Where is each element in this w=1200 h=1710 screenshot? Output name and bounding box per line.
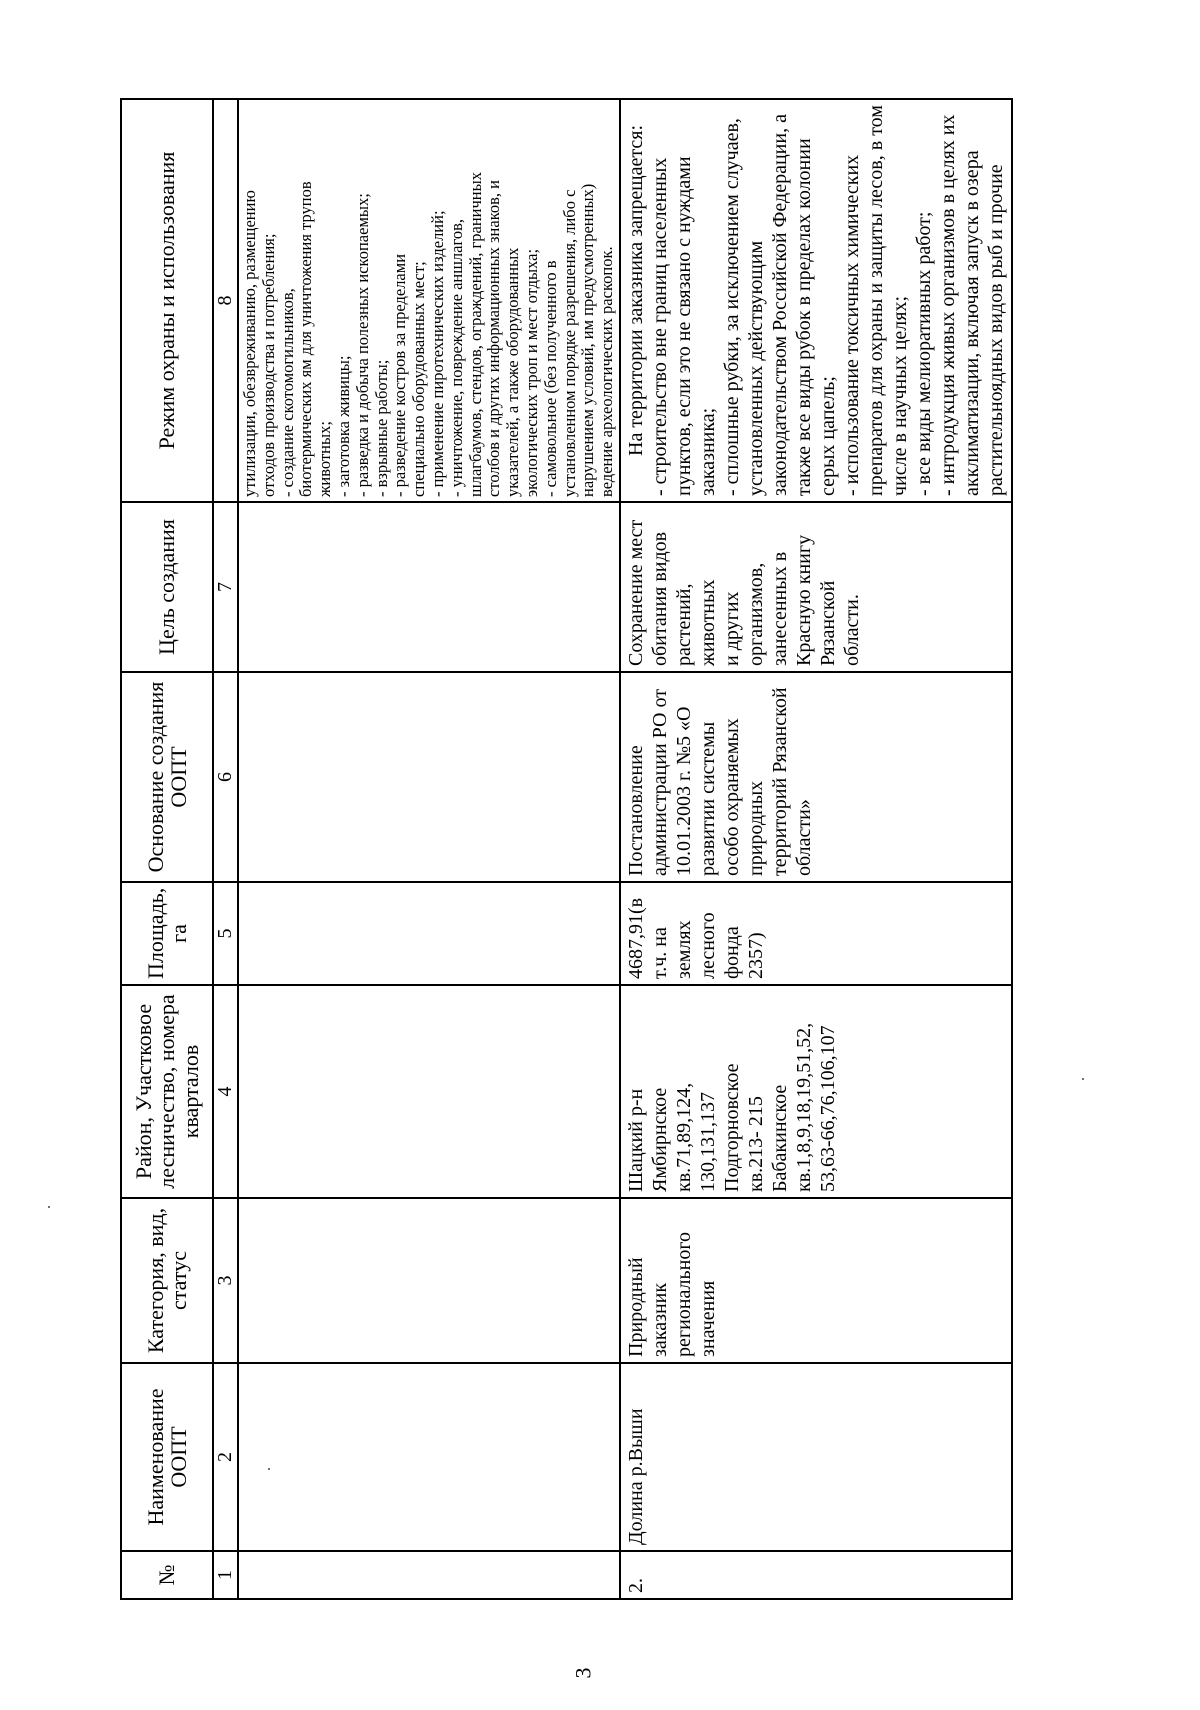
col-number: 1 bbox=[213, 1551, 238, 1599]
area-line: лесного bbox=[696, 912, 719, 979]
header-area: Площадь, га bbox=[121, 882, 213, 985]
table-row-2 bbox=[620, 99, 1012, 1599]
col-number: 4 bbox=[213, 985, 238, 1198]
regime-line: - сплошные рубки, за исключением случаев, bbox=[720, 118, 743, 496]
area-line: 4687,91(в bbox=[624, 897, 647, 979]
basis-line: Постановление bbox=[624, 745, 647, 876]
district-line: 53,63-66,76,106,107 bbox=[816, 1025, 839, 1192]
regime-line: также все виды рубок в пределах колонии bbox=[792, 138, 815, 496]
district-line: Подгорновское bbox=[720, 1063, 743, 1192]
basis-line: особо охраняемых bbox=[720, 718, 743, 876]
col-number: 2 bbox=[213, 1363, 238, 1551]
regime-line: растительноядных видов рыб и прочие bbox=[984, 164, 1007, 496]
regime-line: специально оборудованных мест; bbox=[409, 261, 429, 497]
purpose-line: Сохранение мест bbox=[624, 519, 647, 666]
district-line: кв.71,89,124, bbox=[672, 1082, 695, 1192]
rotated-table-sheet bbox=[120, 100, 1007, 1600]
regime-line: - применение пиротехнических изделий; bbox=[427, 210, 447, 497]
header-row bbox=[121, 99, 213, 1599]
regime-line: - разведение костров за пределами bbox=[390, 253, 410, 497]
regime-line: экологических троп и мест отдыха; bbox=[521, 248, 541, 497]
regime-line: - интродукция живых организмов в целях их bbox=[936, 114, 959, 496]
continuation-regime-cell bbox=[238, 99, 620, 502]
regime-line: биотермических ям для уничтожения трупов bbox=[296, 181, 316, 497]
district-line: Бабакинское bbox=[768, 1084, 791, 1192]
regime-line: - заготовка живицы; bbox=[333, 355, 353, 497]
district-line: Ямбирнское bbox=[648, 1087, 671, 1192]
regime-line: установленных действующим bbox=[744, 240, 767, 496]
regime-line: ведение археологических раскопок. bbox=[597, 246, 617, 497]
purpose-line: организмов, bbox=[744, 562, 767, 666]
oopt-basis bbox=[620, 672, 1012, 882]
col-number: 5 bbox=[213, 882, 238, 985]
regime-line: - все виды мелиоративных работ; bbox=[912, 211, 935, 496]
regime-line: нарушением условий, им предусмотренных) bbox=[578, 183, 598, 497]
column-number-row bbox=[213, 99, 238, 1599]
col-number: 8 bbox=[213, 99, 238, 502]
regime-line: - самовольное (без полученного в bbox=[540, 260, 560, 497]
regime-line: - взрывные работы; bbox=[371, 359, 391, 497]
scan-speck bbox=[48, 1206, 50, 1208]
scan-speck bbox=[268, 1468, 270, 1470]
oopt-district bbox=[620, 985, 1012, 1198]
purpose-line: обитания видов bbox=[648, 531, 671, 666]
basis-line: области» bbox=[792, 799, 815, 876]
header-regime: Режим охраны и использования bbox=[121, 99, 213, 502]
basis-line: природных bbox=[744, 780, 767, 876]
continuation-row bbox=[238, 99, 620, 1599]
district-line: 130,131,137 bbox=[696, 1092, 719, 1192]
scan-speck bbox=[1082, 1078, 1084, 1080]
regime-line: утилизации, обезвреживанию, размещению bbox=[240, 190, 259, 497]
district-line: кв.213- 215 bbox=[744, 1096, 767, 1192]
basis-line: территорий Рязанской bbox=[768, 687, 791, 876]
header-purpose: Цель создания bbox=[121, 502, 213, 672]
regime-line: - использование токсичных химических bbox=[840, 154, 863, 496]
header-district: Район, Участковое лесничество, номера кварталов bbox=[121, 985, 213, 1198]
district-line: кв.1,8,9,18,19,51,52, bbox=[792, 1022, 815, 1192]
header-basis: Основание создания ООПТ bbox=[121, 672, 213, 882]
regime-line: законодательством Российской Федерации, а bbox=[768, 114, 791, 496]
regime-line: - строительство вне границ населенных bbox=[648, 157, 671, 496]
regime-line: столбов и других информационных знаков, и bbox=[484, 179, 504, 497]
regime-line: На территории заказника запрещается: bbox=[624, 124, 647, 456]
regime-line: шлагбаумов, стендов, ограждений, граничных bbox=[465, 172, 485, 497]
row-number: 2. bbox=[620, 1551, 1012, 1599]
regime-line: серых цапель; bbox=[816, 376, 839, 496]
col-number: 7 bbox=[213, 502, 238, 672]
purpose-line: и других bbox=[720, 591, 743, 666]
regime-line: отходов производства и потребления; bbox=[258, 233, 278, 497]
area-line: т.ч. на bbox=[648, 927, 671, 979]
purpose-line: Красную книгу bbox=[792, 534, 815, 666]
regime-line: указателей, а также оборудованных bbox=[503, 247, 523, 497]
regime-line: - создание скотомогильников, bbox=[277, 288, 297, 497]
regime-line: - уничтожение, повреждение аншлагов, bbox=[446, 218, 466, 497]
oopt-name: Долина р.Выши bbox=[620, 1363, 1012, 1551]
regime-line: заказника; bbox=[696, 407, 719, 496]
district-line: Шацкий р-н bbox=[624, 1088, 647, 1192]
oopt-purpose bbox=[620, 502, 1012, 672]
header-no: № bbox=[121, 1551, 213, 1599]
purpose-line: Рязанской области. bbox=[816, 580, 863, 666]
basis-line: развитии системы bbox=[696, 721, 719, 876]
basis-line: 10.01.2003 г. №5 «О bbox=[672, 706, 695, 876]
oopt-table bbox=[120, 98, 1013, 1600]
oopt-area bbox=[620, 882, 1012, 985]
regime-line: животных; bbox=[315, 421, 335, 497]
basis-line: администрации РО от bbox=[648, 689, 671, 876]
regime-line: акклиматизации, включая запуск в озера bbox=[960, 150, 983, 496]
regime-line: числе в научных целях; bbox=[888, 295, 911, 496]
oopt-category: Природный заказник регионального значения bbox=[620, 1198, 1012, 1363]
page-number: 3 bbox=[570, 1667, 596, 1679]
col-number: 6 bbox=[213, 672, 238, 882]
regime-line: пунктов, если это не связано с нуждами bbox=[672, 156, 695, 496]
purpose-line: растений, животных bbox=[672, 579, 719, 666]
regime-line: установленном порядке разрешения, либо с bbox=[559, 189, 579, 497]
oopt-regime bbox=[620, 99, 1012, 502]
header-name: Наименование ООПТ bbox=[121, 1363, 213, 1551]
area-line: землях bbox=[672, 920, 695, 979]
regime-line: - разведка и добыча полезных ископаемых; bbox=[352, 193, 372, 497]
regime-line: препаратов для охраны и защиты лесов, в том bbox=[864, 105, 887, 496]
area-line: фонда 2357) bbox=[720, 926, 767, 979]
col-number: 3 bbox=[213, 1198, 238, 1363]
purpose-line: занесенных в bbox=[768, 551, 791, 666]
header-category: Категория, вид, статус bbox=[121, 1198, 213, 1363]
